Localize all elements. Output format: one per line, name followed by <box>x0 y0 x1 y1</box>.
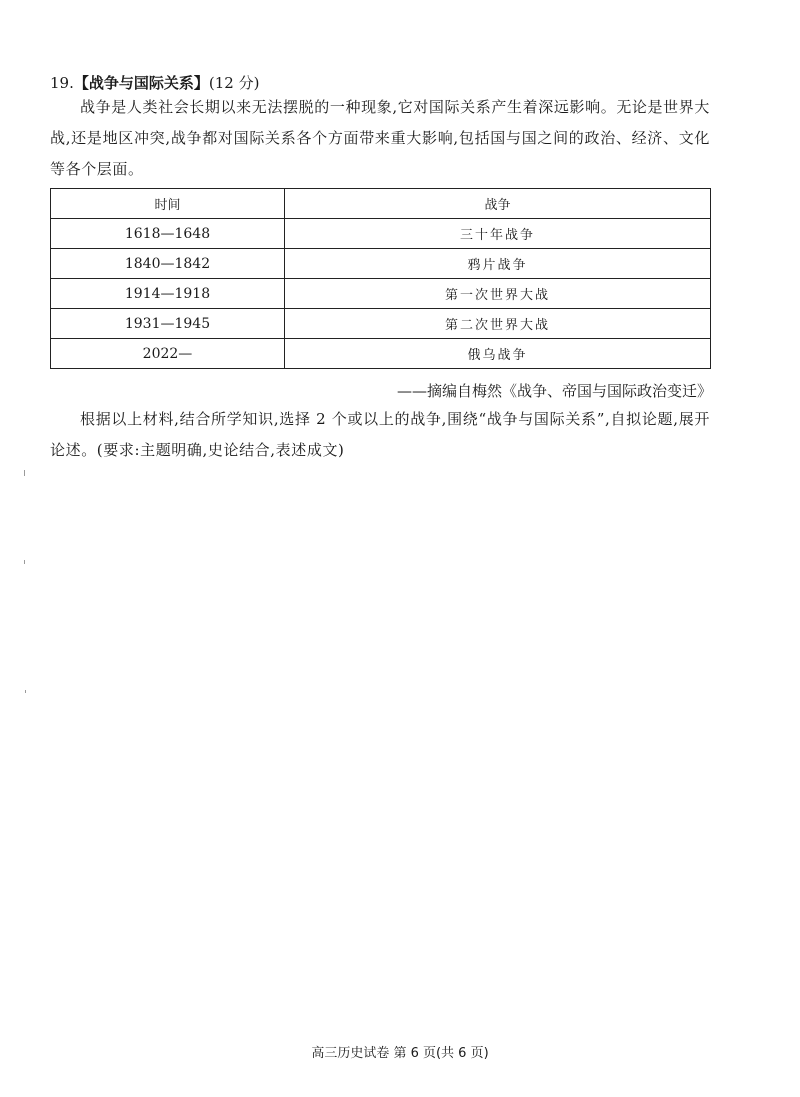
cell-war: 鸦片战争 <box>285 249 711 279</box>
header-war: 战争 <box>285 189 711 219</box>
question-number: 19. <box>50 74 74 92</box>
question-points: (12 分) <box>208 74 260 92</box>
table-row <box>51 219 711 249</box>
table-header-row <box>51 189 711 219</box>
cell-war: 俄乌战争 <box>285 339 711 369</box>
cell-war: 第二次世界大战 <box>285 309 711 339</box>
table-row <box>51 309 711 339</box>
cell-time: 1618—1648 <box>51 219 285 249</box>
table-row <box>51 249 711 279</box>
cell-time: 1840—1842 <box>51 249 285 279</box>
header-time: 时间 <box>51 189 285 219</box>
task-paragraph: 根据以上材料,结合所学知识,选择 2 个或以上的战争,围绕“战争与国际关系”,自拟论题,展开论述。(要求:主题明确,史论结合,表述成文) <box>50 410 710 459</box>
source-citation: ——摘编自梅然《战争、帝国与国际政治变迁》 <box>396 382 712 400</box>
question-heading <box>50 72 259 94</box>
scan-speck <box>25 690 26 693</box>
scan-speck <box>24 470 25 476</box>
cell-war: 三十年战争 <box>285 219 711 249</box>
cell-war: 第一次世界大战 <box>285 279 711 309</box>
table-row <box>51 279 711 309</box>
intro-paragraph: 战争是人类社会长期以来无法摆脱的一种现象,它对国际关系产生着深远影响。无论是世界大战,还是地区冲突,战争都对国际关系各个方面带来重大影响,包括国与国之间的政治、经济、文化等各个层面。 <box>50 98 710 178</box>
table-row <box>51 339 711 369</box>
cell-time: 1931—1945 <box>51 309 285 339</box>
cell-time: 1914—1918 <box>51 279 285 309</box>
war-timeline-table <box>50 188 711 369</box>
cell-time: 2022— <box>51 339 285 369</box>
question-title: 【战争与国际关系】 <box>73 74 209 92</box>
page-footer: 高三历史试卷 第 6 页(共 6 页) <box>311 1046 489 1061</box>
scan-speck <box>24 560 25 564</box>
